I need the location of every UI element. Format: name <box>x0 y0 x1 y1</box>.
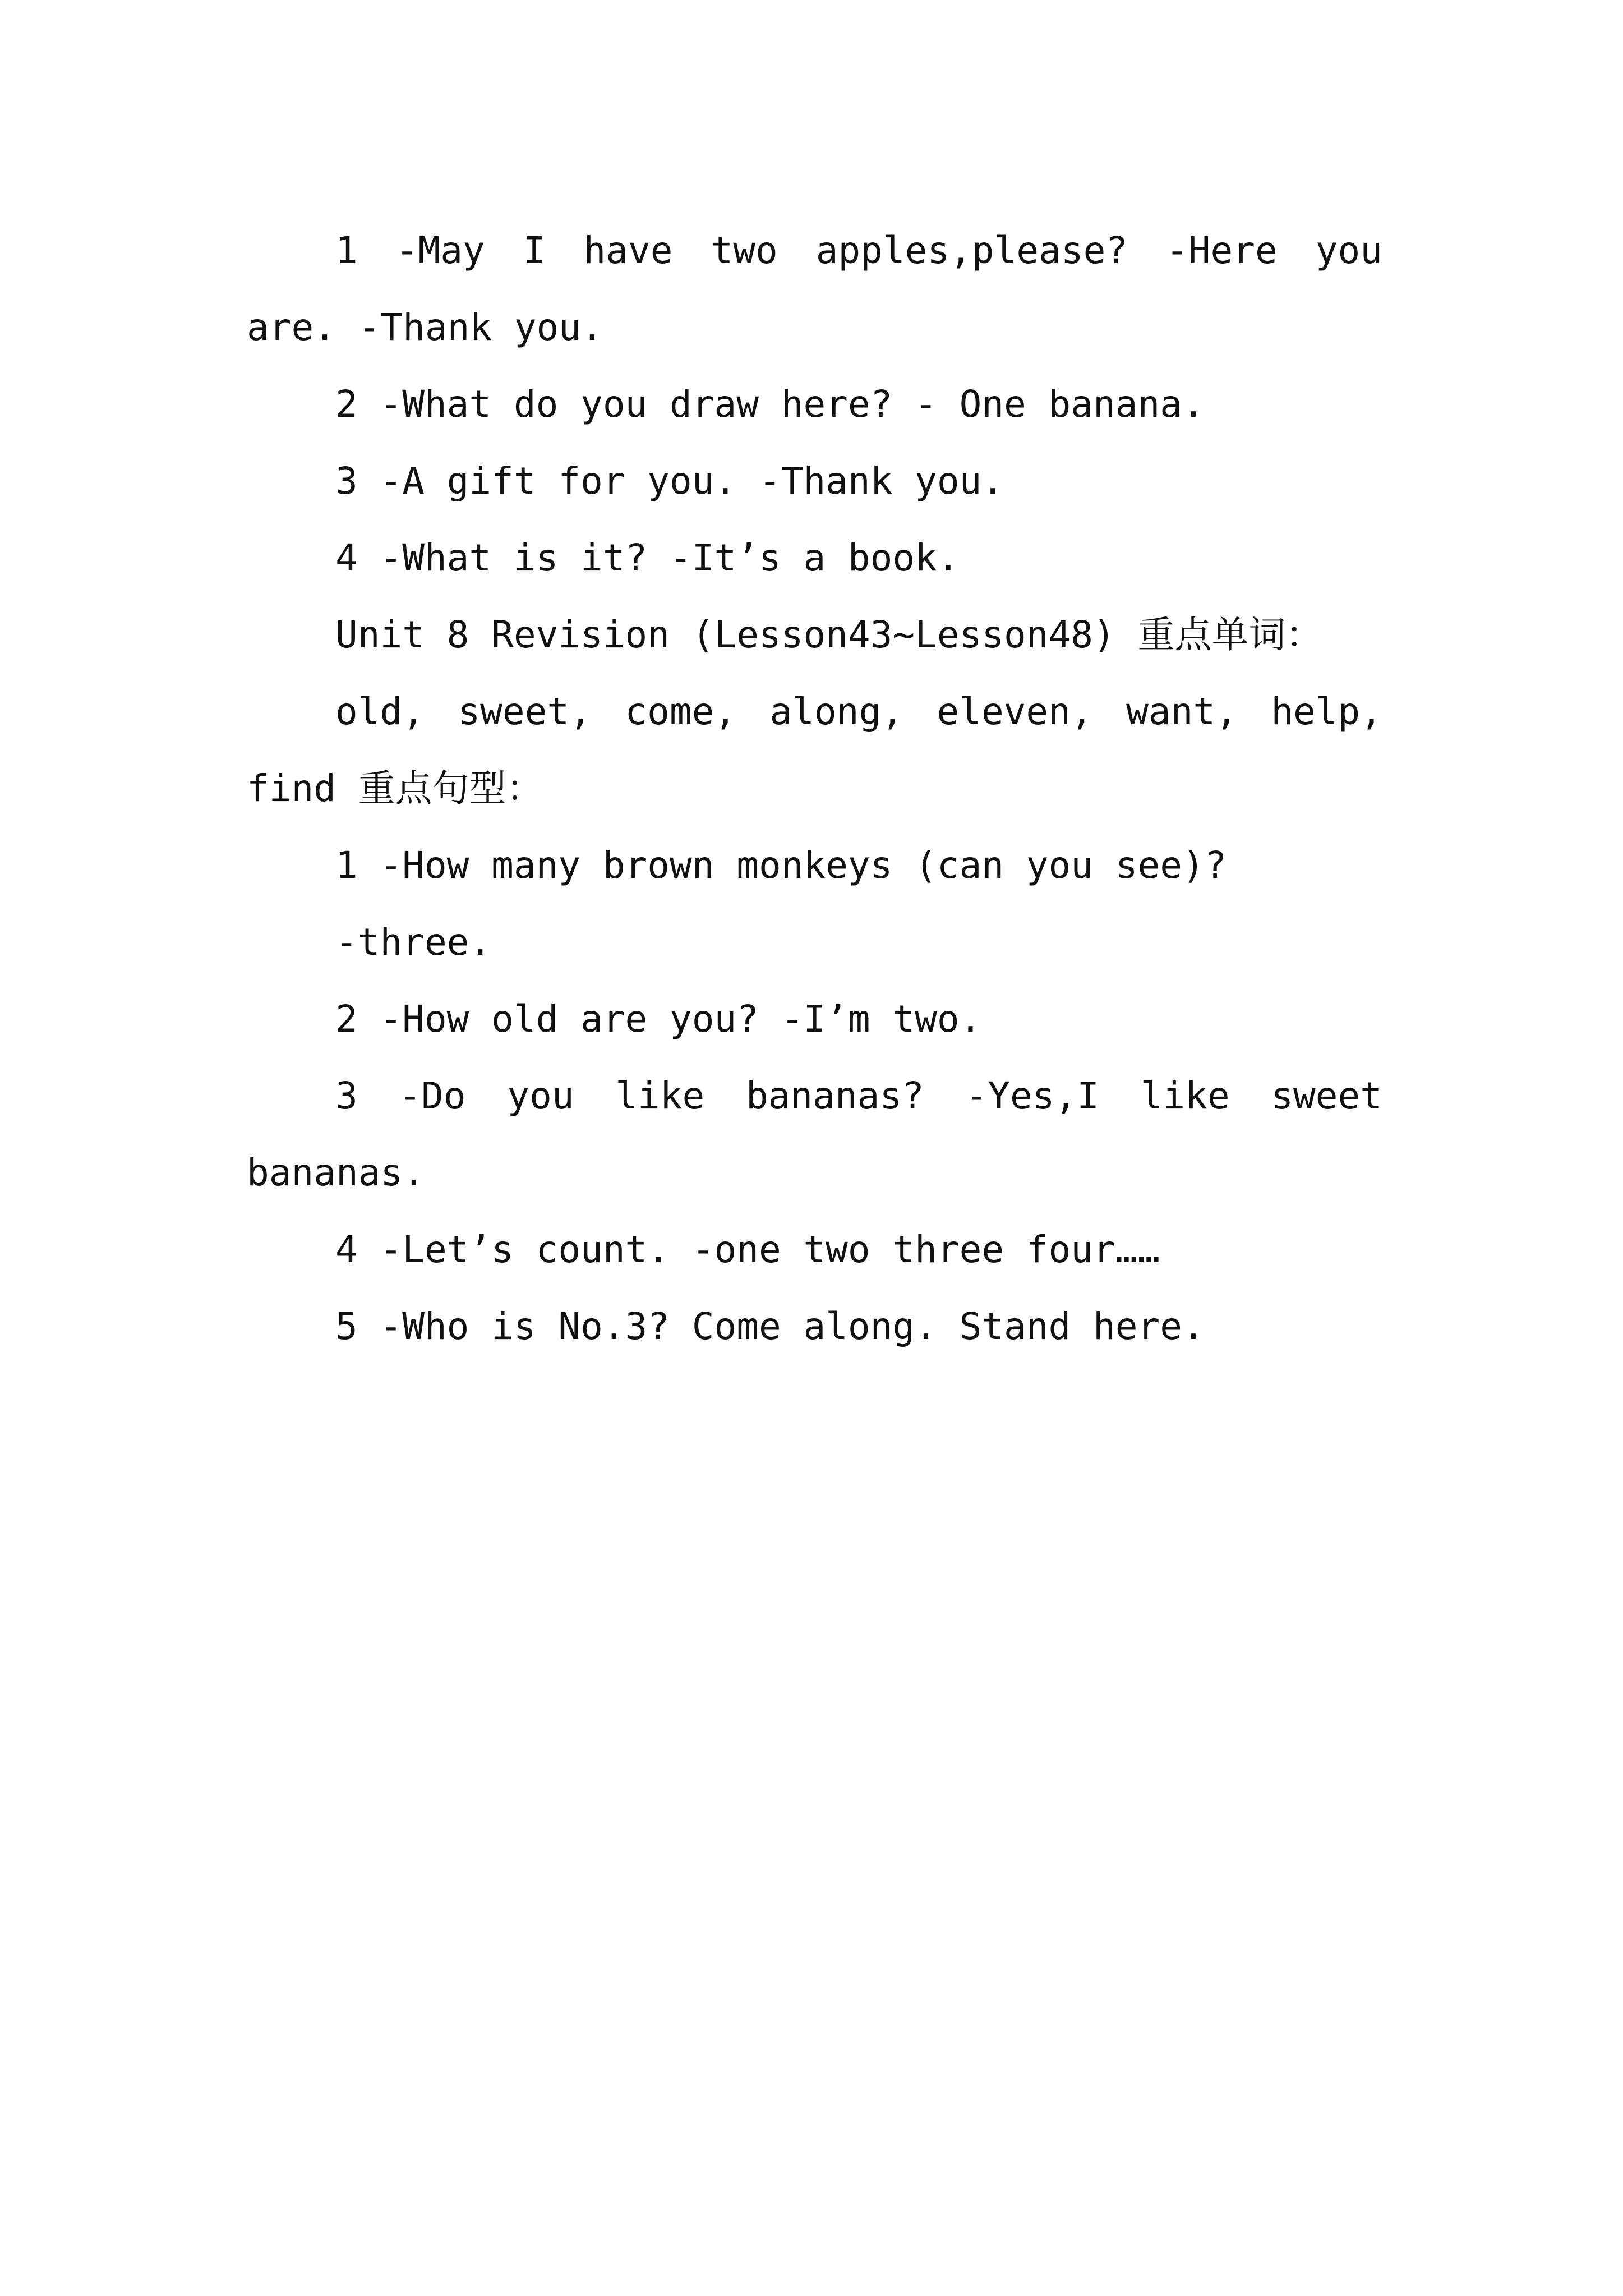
dialogue-line-3: 3 -A gift for you. -Thank you. <box>335 459 1004 503</box>
dialogue-line-2: 2 -What do you draw here? - One banana. <box>335 383 1205 426</box>
sentence-5: 5 -Who is No.3? Come along. Stand here. <box>335 1305 1205 1348</box>
sentence-3: 3 -Do you like bananas? -Yes,I like sweet bananas. <box>247 1074 1382 1194</box>
sentence-1-answer: -three. <box>335 921 492 964</box>
key-words: old, sweet, come, along, eleven, want, help, find 重点句型： <box>247 690 1382 810</box>
sentence-4: 4 -Let’s count. -one two three four…… <box>335 1228 1160 1271</box>
dialogue-line-1: 1 -May I have two apples,please? -Here you are. -Thank you. <box>247 229 1382 349</box>
sentence-1: 1 -How many brown monkeys (can you see)? <box>335 844 1227 887</box>
dialogue-line-4: 4 -What is it? -It’s a book. <box>335 536 960 579</box>
unit-heading: Unit 8 Revision (Lesson43~Lesson48) 重点单词： <box>335 613 1323 656</box>
document-body <box>247 212 1382 1365</box>
sentence-2: 2 -How old are you? -I’m two. <box>335 997 982 1041</box>
